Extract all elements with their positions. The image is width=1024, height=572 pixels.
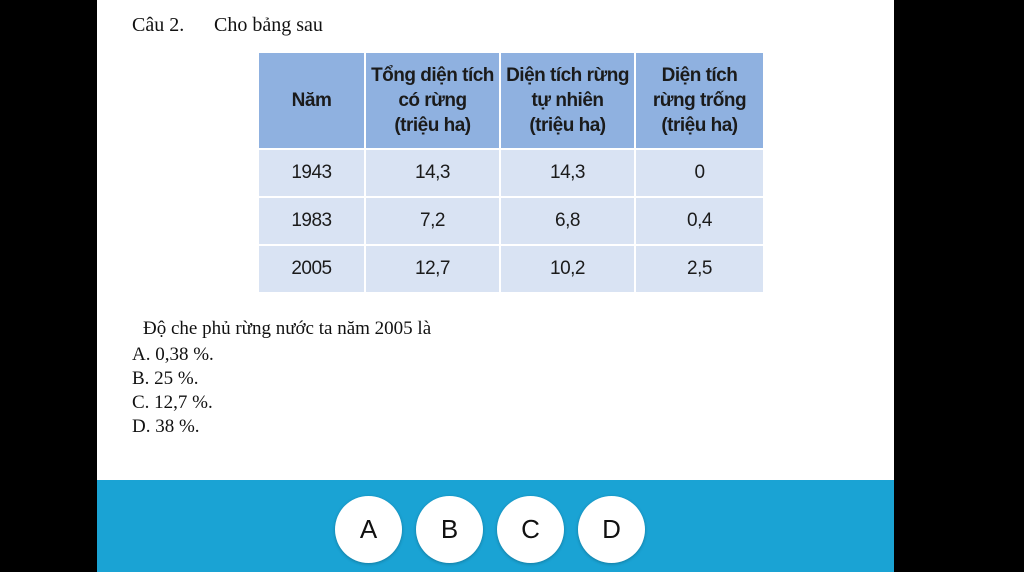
table-row: [258, 197, 764, 245]
table-header-row: [258, 52, 764, 149]
table-row: [258, 245, 764, 293]
question-prompt: Độ che phủ rừng nước ta năm 2005 là: [143, 318, 432, 339]
option-d: D. 38 %.: [132, 416, 200, 437]
table-cell: 2,5: [635, 245, 764, 293]
table-cell: 14,3: [365, 149, 500, 197]
question-intro: Cho bảng sau: [214, 14, 323, 36]
question-header: [132, 14, 323, 37]
option-a: A. 0,38 %.: [132, 344, 214, 365]
answer-a-button[interactable]: A: [335, 496, 402, 563]
answer-bar: [97, 480, 894, 572]
header-natural-forest-area: Diện tích rừng tự nhiên (triệu ha): [500, 52, 635, 149]
header-year: Năm: [258, 52, 365, 149]
question-page: [97, 0, 894, 480]
table-cell: 1943: [258, 149, 365, 197]
header-total-forest-area: Tổng diện tích có rừng (triệu ha): [365, 52, 500, 149]
table-cell: 1983: [258, 197, 365, 245]
header-planted-forest-area: Diện tích rừng trống (triệu ha): [635, 52, 764, 149]
table-cell: 14,3: [500, 149, 635, 197]
table-cell: 12,7: [365, 245, 500, 293]
option-c: C. 12,7 %.: [132, 392, 213, 413]
answer-d-button[interactable]: D: [578, 496, 645, 563]
option-b: B. 25 %.: [132, 368, 199, 389]
answer-c-button[interactable]: C: [497, 496, 564, 563]
table-cell: 7,2: [365, 197, 500, 245]
table-cell: 0,4: [635, 197, 764, 245]
question-number: Câu 2.: [132, 14, 185, 36]
table-cell: 0: [635, 149, 764, 197]
table-cell: 6,8: [500, 197, 635, 245]
answer-b-button[interactable]: B: [416, 496, 483, 563]
table-row: [258, 149, 764, 197]
answer-options: [132, 343, 214, 439]
data-table: [257, 51, 765, 294]
table-cell: 2005: [258, 245, 365, 293]
table-cell: 10,2: [500, 245, 635, 293]
